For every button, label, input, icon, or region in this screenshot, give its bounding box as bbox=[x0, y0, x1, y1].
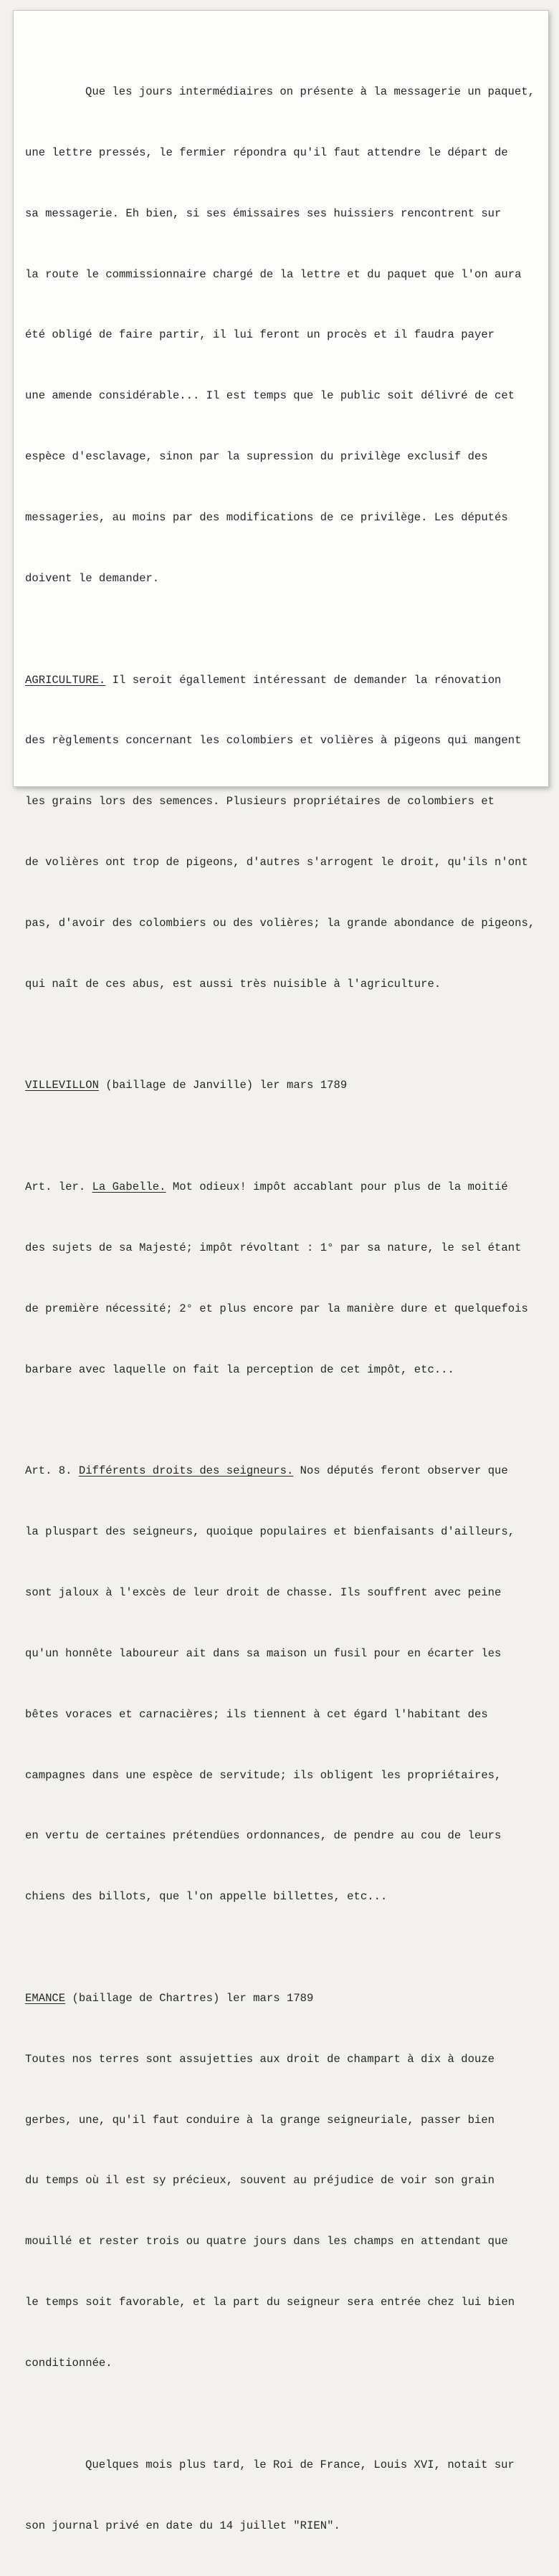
text-line: qu'un honnête laboureur ait dans sa maison un fusil pour en écarter les bbox=[25, 1646, 502, 1660]
text-line: pas, d'avoir des colombiers ou des volières; la grande abondance de pigeons, bbox=[25, 917, 535, 930]
text-line: la route le commissionnaire chargé de la lettre et du paquet que l'on aura bbox=[25, 267, 522, 281]
art1-first-line bbox=[25, 1177, 544, 1197]
text-line: messageries, au moins par des modifications de ce privilège. Les députés bbox=[25, 511, 508, 525]
text-line: une lettre pressés, le fermier répondra qu'il faut attendre le départ de bbox=[25, 146, 508, 159]
agriculture-heading: AGRICULTURE. bbox=[25, 673, 106, 687]
text-line: la pluspart des seigneurs, quoique populaires et bienfaisants d'ailleurs, bbox=[25, 1525, 515, 1538]
text-line: Toutes nos terres sont assujetties aux droit de champart à dix à douze bbox=[25, 2052, 495, 2066]
emance-place: EMANCE bbox=[25, 1991, 66, 2005]
text-line: bêtes voraces et carnacières; ils tiennent à cet égard l'habitant des bbox=[25, 1707, 488, 1721]
text-line: Que les jours intermédiaires on présente à la messagerie un paquet, bbox=[85, 85, 535, 98]
art8-prefix: Art. 8. bbox=[25, 1464, 79, 1478]
text-line: doivent le demander. bbox=[25, 572, 160, 586]
text-segment: (baillage de Chartres) ler mars 1789 bbox=[65, 1991, 314, 2005]
text-segment: Mot odieux! impôt accablant pour plus de la moitié bbox=[166, 1180, 508, 1193]
text-line: une amende considérable... Il est temps que le public soit délivré de cet bbox=[25, 389, 515, 403]
text-line: sont jaloux à l'excès de leur droit de chasse. Ils souffrent avec peine bbox=[25, 1585, 502, 1599]
text-line: qui naît de ces abus, est aussi très nuisible à l'agriculture. bbox=[25, 977, 441, 991]
villevillon-heading-line bbox=[25, 1075, 544, 1095]
agriculture-first-line bbox=[25, 670, 544, 690]
text-line: des sujets de sa Majesté; impôt révoltant : 1° par sa nature, le sel étant bbox=[25, 1241, 522, 1254]
text-line: les grains lors des semences. Plusieurs propriétaires de colombiers et bbox=[25, 795, 495, 808]
art8-first-line bbox=[25, 1461, 544, 1481]
text-line: sa messagerie. Eh bien, si ses émissaires ses huissiers rencontrent sur bbox=[25, 206, 502, 220]
text-line: été obligé de faire partir, il lui feront un procès et il faudra payer bbox=[25, 328, 495, 342]
text-line: des règlements concernant les colombiers et volières à pigeons qui mangent bbox=[25, 734, 522, 748]
text-line: du temps où il est sy précieux, souvent au préjudice de voir son grain bbox=[25, 2174, 495, 2188]
text-line: mouillé et rester trois ou quatre jours dans les champs en attendant que bbox=[25, 2235, 508, 2248]
text-line: le temps soit favorable, et la part du seigneur sera entrée chez lui bien bbox=[25, 2296, 515, 2309]
art1-prefix: Art. ler. bbox=[25, 1180, 92, 1193]
emance-heading-line bbox=[25, 1988, 544, 2008]
text-segment: Il seroit égallement intéressant de demander la rénovation bbox=[105, 673, 502, 687]
document-page bbox=[13, 10, 549, 2532]
text-line: en vertu de certaines prétendües ordonnances, de pendre au cou de leurs bbox=[25, 1829, 502, 1843]
text-line: de volières ont trop de pigeons, d'autres s'arrogent le droit, qu'ils n'ont bbox=[25, 856, 528, 869]
document-text bbox=[25, 21, 544, 2576]
text-line: son journal privé en date du 14 juillet "RIEN". bbox=[25, 2519, 340, 2532]
text-line: Quelques mois plus tard, le Roi de France, Louis XVI, notait sur bbox=[85, 2458, 515, 2471]
text-line: gerbes, une, qu'il faut conduire à la grange seigneuriale, passer bien bbox=[25, 2113, 495, 2127]
text-line: espèce d'esclavage, sinon par la supression du privilège exclusif des bbox=[25, 450, 488, 464]
text-line: conditionnée. bbox=[25, 2357, 113, 2370]
text-line: chiens des billots, que l'on appelle billettes, etc... bbox=[25, 1890, 388, 1904]
villevillon-place: VILLEVILLON bbox=[25, 1079, 99, 1092]
art1-title: La Gabelle. bbox=[92, 1180, 166, 1193]
text-line: de première nécessité; 2° et plus encore par la manière dure et quelquefois bbox=[25, 1302, 528, 1315]
text-line: barbare avec laquelle on fait la perception de cet impôt, etc... bbox=[25, 1363, 454, 1376]
text-segment: Nos députés feront observer que bbox=[293, 1464, 508, 1478]
art8-title: Différents droits des seigneurs. bbox=[78, 1464, 294, 1478]
text-segment: (baillage de Janville) ler mars 1789 bbox=[98, 1079, 348, 1092]
text-line: campagnes dans une espèce de servitude; ils obligent les propriétaires, bbox=[25, 1768, 502, 1782]
